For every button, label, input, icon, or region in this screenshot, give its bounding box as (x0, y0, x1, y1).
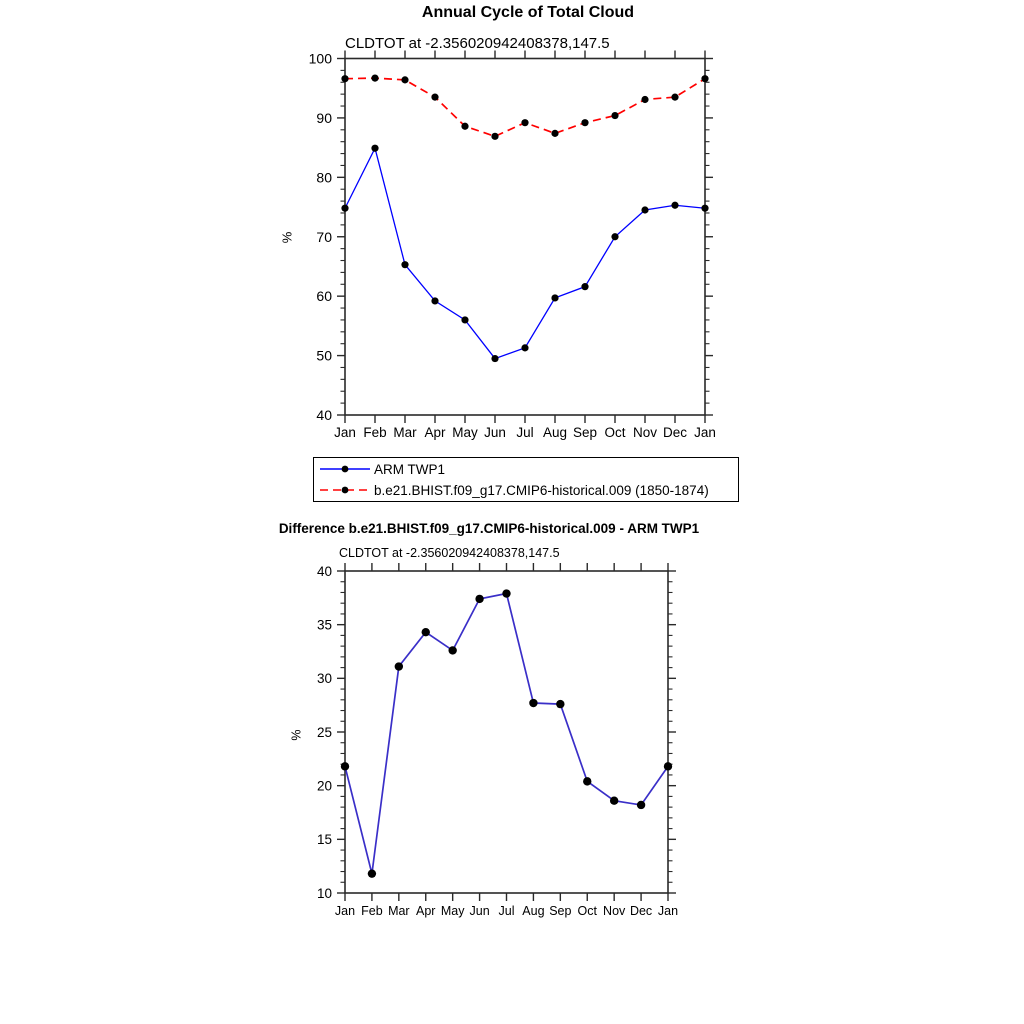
legend-item-model (318, 480, 738, 500)
top-chart-plot (309, 51, 716, 441)
x-tick-label: Jan (694, 425, 716, 440)
x-tick-label: Jan (334, 425, 356, 440)
top-chart-title: Annual Cycle of Total Cloud (421, 4, 635, 21)
data-point-marker (395, 662, 403, 670)
data-point-marker (401, 261, 408, 268)
y-tick-label: 15 (316, 832, 332, 848)
y-tick-label: 70 (316, 228, 332, 245)
legend (313, 457, 739, 502)
data-point-marker (701, 205, 708, 212)
x-tick-label: Oct (604, 425, 626, 440)
data-point-marker (581, 283, 588, 290)
data-point-marker (551, 130, 558, 137)
top-chart-subtitle: CLDTOT at -2.356020942408378,147.5 (345, 35, 610, 52)
x-tick-label: Jan (657, 904, 679, 918)
legend-label-arm-twp1: ARM TWP1 (374, 461, 446, 477)
plot-frame (345, 571, 668, 893)
data-point-marker (475, 595, 483, 603)
data-point-marker (671, 94, 678, 101)
y-tick-label: 40 (316, 407, 332, 424)
x-tick-label: Jan (334, 904, 356, 918)
data-point-marker (701, 75, 708, 82)
x-tick-label: Mar (388, 904, 410, 918)
x-tick-label: Sep (572, 425, 598, 440)
data-point-marker (521, 119, 528, 126)
x-tick-label: May (440, 904, 465, 918)
data-point-marker (664, 762, 672, 770)
x-tick-label: Oct (577, 904, 597, 918)
legend-sample-marker (342, 487, 349, 494)
x-tick-label: Mar (393, 425, 417, 440)
data-point-marker (341, 762, 349, 770)
data-point-marker (341, 75, 348, 82)
data-point-marker (502, 589, 510, 597)
x-tick-label: Apr (416, 904, 436, 918)
series-line (345, 594, 668, 874)
data-point-marker (491, 355, 498, 362)
y-tick-label: 30 (316, 671, 332, 687)
x-tick-label: Jul (498, 904, 515, 918)
x-tick-label: Nov (632, 425, 658, 440)
x-tick-label: Feb (363, 425, 387, 440)
series-line (345, 148, 705, 358)
x-tick-label: May (452, 425, 478, 440)
y-tick-label: 50 (316, 347, 332, 364)
x-tick-label: Feb (361, 904, 383, 918)
data-point-marker (671, 202, 678, 209)
y-tick-label: 90 (316, 109, 332, 126)
x-tick-label: Aug (542, 425, 568, 440)
data-point-marker (401, 76, 408, 83)
x-tick-label: Aug (522, 904, 545, 918)
data-point-marker (491, 133, 498, 140)
data-point-marker (637, 801, 645, 809)
x-tick-label: Sep (549, 904, 572, 918)
data-point-marker (341, 205, 348, 212)
difference-chart-plot (317, 563, 678, 918)
x-tick-label: Jul (516, 425, 534, 440)
difference-chart-title: Difference b.e21.BHIST.f09_g17.CMIP6-historical.009 - ARM TWP1 (278, 521, 700, 536)
x-tick-label: Jun (484, 425, 506, 440)
legend-line-sample-solid-blue-icon (318, 463, 372, 475)
y-tick-label: 80 (316, 169, 332, 186)
y-tick-label: 10 (316, 885, 332, 901)
data-point-marker (529, 699, 537, 707)
data-point-marker (611, 112, 618, 119)
data-point-marker (610, 796, 618, 804)
legend-line-sample-dashed-red-icon (318, 484, 372, 496)
data-point-marker (461, 316, 468, 323)
data-point-marker (641, 206, 648, 213)
data-point-marker (368, 869, 376, 877)
difference-chart-y-axis-label: % (289, 729, 304, 741)
data-point-marker (611, 233, 618, 240)
y-tick-label: 20 (316, 778, 332, 794)
x-tick-label: Dec (662, 425, 688, 440)
data-point-marker (641, 96, 648, 103)
x-tick-label: Jun (469, 904, 490, 918)
y-tick-label: 100 (308, 50, 332, 67)
legend-item-arm-twp1 (318, 459, 738, 479)
data-point-marker (448, 646, 456, 654)
y-tick-label: 25 (316, 724, 332, 740)
difference-chart-subtitle: CLDTOT at -2.356020942408378,147.5 (339, 546, 560, 560)
legend-label-model: b.e21.BHIST.f09_g17.CMIP6-historical.009 (1850-1874) (374, 482, 709, 498)
y-tick-label: 35 (316, 617, 332, 633)
data-point-marker (581, 119, 588, 126)
plot-frame (345, 59, 705, 416)
legend-sample-marker (342, 466, 349, 473)
data-point-marker (521, 344, 528, 351)
y-tick-label: 60 (316, 288, 332, 305)
x-tick-label: Apr (424, 425, 446, 440)
data-point-marker (461, 123, 468, 130)
top-chart-y-axis-label: % (279, 231, 295, 244)
x-tick-label: Nov (603, 904, 626, 918)
y-tick-label: 40 (316, 563, 332, 579)
x-tick-label: Dec (629, 904, 653, 918)
series-line (345, 78, 705, 136)
data-point-marker (371, 145, 378, 152)
data-point-marker (551, 294, 558, 301)
data-point-marker (371, 75, 378, 82)
data-point-marker (431, 297, 438, 304)
data-point-marker (431, 94, 438, 101)
data-point-marker (422, 628, 430, 636)
data-point-marker (583, 777, 591, 785)
data-point-marker (556, 700, 564, 708)
